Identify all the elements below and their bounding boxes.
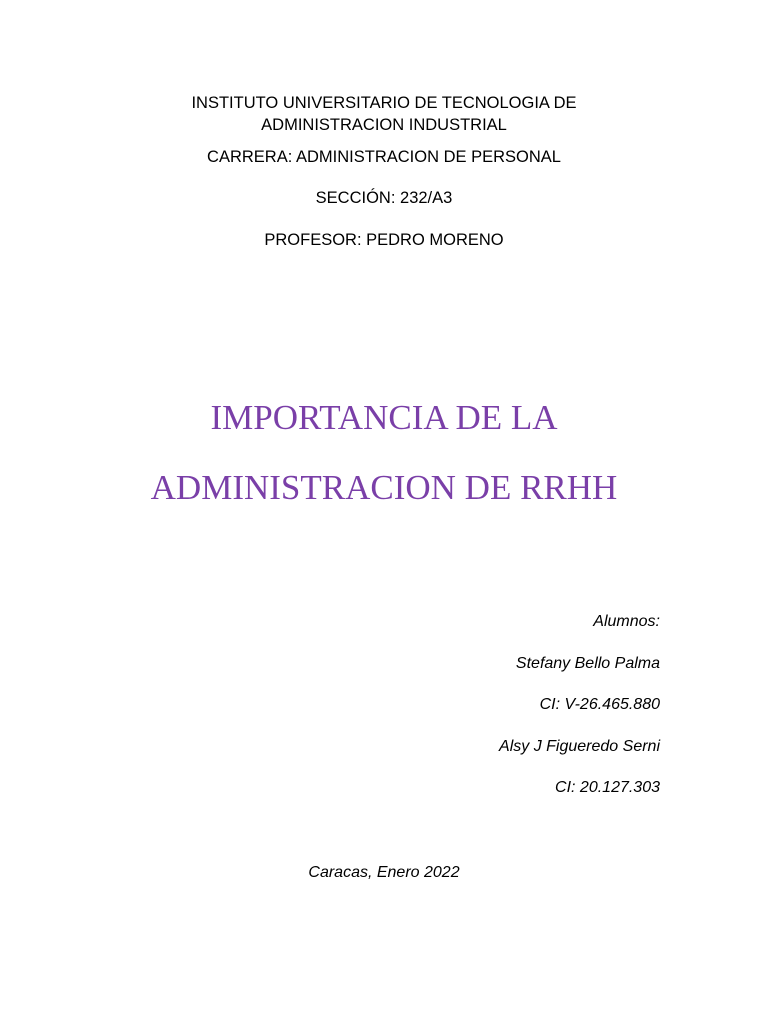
institute-name-line2: ADMINISTRACION INDUSTRIAL xyxy=(261,116,507,134)
title-line1: IMPORTANCIA DE LA xyxy=(210,398,558,437)
student-id-2: CI: 20.127.303 xyxy=(555,779,660,796)
seccion-line: SECCIÓN: 232/A3 xyxy=(315,189,453,207)
institute-name-line1: INSTITUTO UNIVERSITARIO DE TECNOLOGIA DE xyxy=(191,94,577,112)
place-date: Caracas, Enero 2022 xyxy=(308,864,460,881)
profesor-line: PROFESOR: PEDRO MORENO xyxy=(264,231,504,249)
student-name-1: Stefany Bello Palma xyxy=(515,654,660,672)
student-id-1: CI: V-26.465.880 xyxy=(539,696,660,713)
carrera-line: CARRERA: ADMINISTRACION DE PERSONAL xyxy=(207,148,561,166)
institute-name xyxy=(0,92,768,136)
document-title xyxy=(0,383,768,523)
student-name-2: Alsy J Figueredo Serni xyxy=(499,737,660,755)
students-label: Alumnos: xyxy=(593,613,660,630)
students-block xyxy=(499,612,660,820)
title-line2: ADMINISTRACION DE RRHH xyxy=(150,468,618,507)
